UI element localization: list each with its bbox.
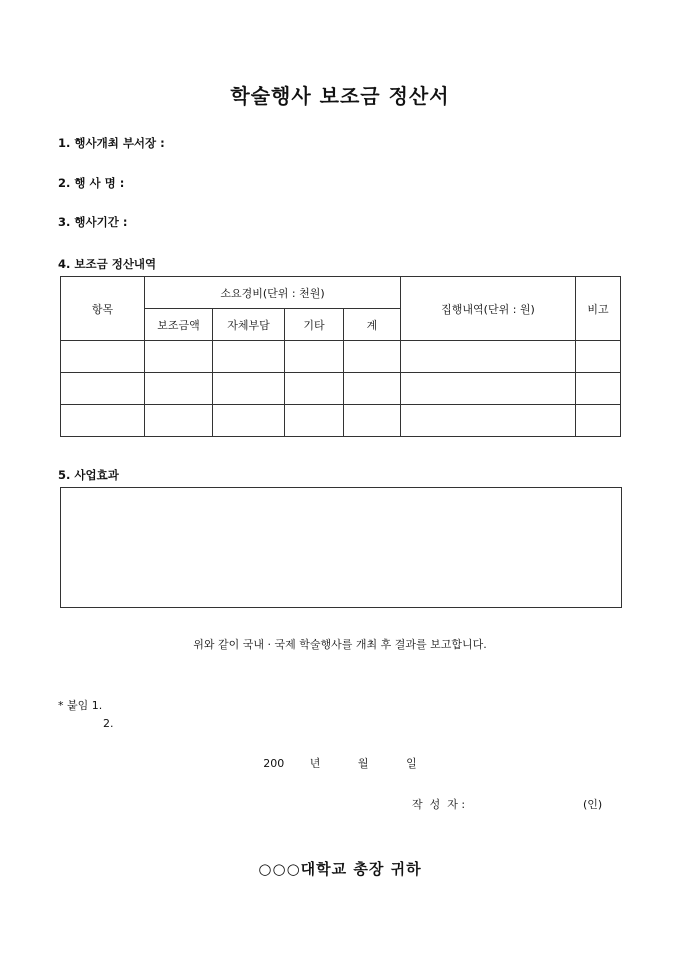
seal-mark: (인) (583, 798, 603, 811)
attachment-label: * 붙임 1. (58, 699, 103, 712)
table-cell[interactable] (61, 373, 145, 405)
author-label: 작 성 자 : (412, 798, 466, 811)
table-cell[interactable] (401, 405, 576, 437)
table-cell[interactable] (145, 373, 213, 405)
field-project-effect: 5. 사업효과 (58, 468, 119, 482)
report-sentence: 위와 같이 국내 · 국제 학술행사를 개최 후 결과를 보고합니다. (193, 638, 487, 651)
header-item: 항목 (61, 277, 145, 341)
table-cell[interactable] (285, 341, 344, 373)
field-department-head: 1. 행사개최 부서장 : (58, 136, 165, 150)
table-cell[interactable] (285, 373, 344, 405)
date-year: 200 (263, 757, 285, 770)
document-footer: ○○○대학교 총장 귀하 (258, 860, 422, 878)
header-other: 기타 (285, 309, 344, 341)
table-cell[interactable] (61, 341, 145, 373)
table-cell[interactable] (61, 405, 145, 437)
date-day-unit: 일 (406, 757, 417, 770)
project-effect-box[interactable] (60, 487, 622, 608)
date-year-unit: 년 (309, 757, 321, 770)
report-date (0, 755, 680, 771)
table-cell[interactable] (401, 341, 576, 373)
table-cell[interactable] (576, 341, 621, 373)
header-self-funded: 자체부담 (213, 309, 285, 341)
table-cell[interactable] (576, 373, 621, 405)
attachment-second: 2. (103, 717, 114, 730)
document-title: 학술행사 보조금 정산서 (230, 84, 450, 108)
header-execution: 집행내역(단위 : 원) (401, 277, 576, 341)
header-subsidy: 보조금액 (145, 309, 213, 341)
table-row (61, 341, 621, 373)
table-cell[interactable] (213, 373, 285, 405)
table-cell[interactable] (285, 405, 344, 437)
table-cell[interactable] (213, 341, 285, 373)
table-row (61, 373, 621, 405)
table-cell[interactable] (401, 373, 576, 405)
header-total: 계 (344, 309, 401, 341)
table-cell[interactable] (145, 405, 213, 437)
table-cell[interactable] (344, 341, 401, 373)
field-event-period: 3. 행사기간 : (58, 215, 128, 229)
table-row (61, 405, 621, 437)
field-settlement-details: 4. 보조금 정산내역 (58, 257, 157, 271)
table-cell[interactable] (576, 405, 621, 437)
date-month-unit: 월 (357, 757, 369, 770)
header-remarks: 비고 (576, 277, 621, 341)
header-expense: 소요경비(단위 : 천원) (145, 277, 401, 309)
table-cell[interactable] (213, 405, 285, 437)
settlement-table (60, 276, 621, 437)
table-cell[interactable] (344, 373, 401, 405)
field-event-name: 2. 행 사 명 : (58, 176, 125, 190)
table-cell[interactable] (145, 341, 213, 373)
table-cell[interactable] (344, 405, 401, 437)
